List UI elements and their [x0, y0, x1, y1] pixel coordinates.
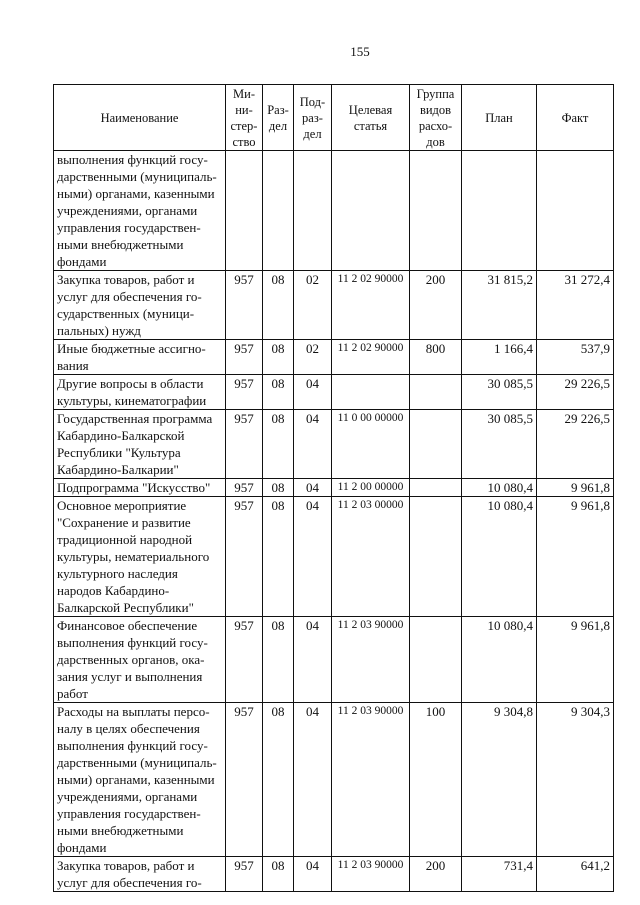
row-name-cell: Основное мероприятие "Сохранение и развитие традиционной народной культуры, нематериального культурного наследия народов Кабардино-Балкарской Республики"	[54, 497, 226, 617]
row-plan-cell: 10 080,4	[462, 617, 537, 703]
header-subsection: Под- раз- дел	[294, 85, 332, 151]
row-subsection-cell: 04	[294, 857, 332, 892]
table-row	[54, 617, 614, 703]
row-subsection-cell: 02	[294, 340, 332, 375]
row-target-article-cell: 11 2 03 90000	[332, 703, 410, 857]
header-fact: Факт	[537, 85, 614, 151]
row-name-cell: Подпрограмма "Искусство"	[54, 479, 226, 497]
row-target-article-cell: 11 2 02 90000	[332, 340, 410, 375]
row-subsection-cell: 02	[294, 271, 332, 340]
header-ministry: Ми- ни- стер- ство	[226, 85, 263, 151]
header-plan: План	[462, 85, 537, 151]
row-expense-group-cell: 800	[410, 340, 462, 375]
row-target-article-cell	[332, 375, 410, 410]
row-plan-cell: 731,4	[462, 857, 537, 892]
row-plan-cell: 10 080,4	[462, 497, 537, 617]
row-expense-group-cell	[410, 479, 462, 497]
table-row	[54, 479, 614, 497]
row-target-article-cell: 11 2 03 00000	[332, 497, 410, 617]
row-target-article-cell: 11 0 00 00000	[332, 410, 410, 479]
table-row	[54, 271, 614, 340]
row-ministry-cell: 957	[226, 410, 263, 479]
row-fact-cell: 9 961,8	[537, 497, 614, 617]
row-ministry-cell: 957	[226, 617, 263, 703]
row-name-cell: Закупка товаров, работ и услуг для обеспечения го-	[54, 857, 226, 892]
row-section-cell: 08	[263, 271, 294, 340]
row-plan-cell: 9 304,8	[462, 703, 537, 857]
row-plan-cell	[462, 151, 537, 271]
table-row	[54, 151, 614, 271]
row-subsection-cell: 04	[294, 479, 332, 497]
row-section-cell	[263, 151, 294, 271]
row-ministry-cell: 957	[226, 340, 263, 375]
row-ministry-cell: 957	[226, 479, 263, 497]
budget-table	[53, 84, 614, 892]
row-name-cell: Государственная программа Кабардино-Балкарской Республики "Культура Кабардино-Балкарии"	[54, 410, 226, 479]
row-subsection-cell: 04	[294, 497, 332, 617]
row-ministry-cell: 957	[226, 497, 263, 617]
page-number: 155	[350, 44, 370, 59]
table-row	[54, 857, 614, 892]
row-fact-cell: 29 226,5	[537, 375, 614, 410]
row-expense-group-cell: 200	[410, 857, 462, 892]
row-subsection-cell: 04	[294, 375, 332, 410]
row-plan-cell: 1 166,4	[462, 340, 537, 375]
row-section-cell: 08	[263, 617, 294, 703]
row-target-article-cell: 11 2 03 90000	[332, 617, 410, 703]
row-ministry-cell	[226, 151, 263, 271]
table-row	[54, 703, 614, 857]
row-section-cell: 08	[263, 703, 294, 857]
row-ministry-cell: 957	[226, 271, 263, 340]
row-name-cell: Закупка товаров, работ и услуг для обеспечения го-сударственных (муници-пальных) нужд	[54, 271, 226, 340]
row-plan-cell: 30 085,5	[462, 410, 537, 479]
row-expense-group-cell: 100	[410, 703, 462, 857]
row-name-cell: Иные бюджетные ассигно-вания	[54, 340, 226, 375]
header-target-article: Целевая статья	[332, 85, 410, 151]
table-row	[54, 375, 614, 410]
row-target-article-cell: 11 2 02 90000	[332, 271, 410, 340]
row-expense-group-cell: 200	[410, 271, 462, 340]
row-expense-group-cell	[410, 151, 462, 271]
row-name-cell: Другие вопросы в области культуры, кинематографии	[54, 375, 226, 410]
row-ministry-cell: 957	[226, 857, 263, 892]
row-target-article-cell: 11 2 00 00000	[332, 479, 410, 497]
row-section-cell: 08	[263, 479, 294, 497]
row-section-cell: 08	[263, 857, 294, 892]
table-row	[54, 497, 614, 617]
row-fact-cell: 31 272,4	[537, 271, 614, 340]
header-name: Наименование	[54, 85, 226, 151]
row-expense-group-cell	[410, 617, 462, 703]
row-expense-group-cell	[410, 497, 462, 617]
row-subsection-cell	[294, 151, 332, 271]
row-section-cell: 08	[263, 340, 294, 375]
row-subsection-cell: 04	[294, 703, 332, 857]
row-fact-cell: 29 226,5	[537, 410, 614, 479]
row-name-cell: Расходы на выплаты персо-налу в целях обеспечения выполнения функций госу-дарственными (муниципаль-ными) органами, казенными учреждениями, органами управления государствен-ными внебюджетными фондами	[54, 703, 226, 857]
row-target-article-cell	[332, 151, 410, 271]
table-row	[54, 410, 614, 479]
row-name-cell: выполнения функций госу-дарственными (муниципаль-ными) органами, казенными учреждениями, органами управления государствен-ными внебюджетными фондами	[54, 151, 226, 271]
row-expense-group-cell	[410, 410, 462, 479]
row-fact-cell	[537, 151, 614, 271]
table-body	[54, 151, 614, 892]
row-fact-cell: 9 961,8	[537, 479, 614, 497]
row-fact-cell: 9 961,8	[537, 617, 614, 703]
row-section-cell: 08	[263, 375, 294, 410]
row-name-cell: Финансовое обеспечение выполнения функций госу-дарственных органов, ока-зания услуг и выполнения работ	[54, 617, 226, 703]
row-fact-cell: 537,9	[537, 340, 614, 375]
row-target-article-cell: 11 2 03 90000	[332, 857, 410, 892]
row-subsection-cell: 04	[294, 617, 332, 703]
row-plan-cell: 10 080,4	[462, 479, 537, 497]
header-section: Раз- дел	[263, 85, 294, 151]
header-expense-group: Группа видов расхо- дов	[410, 85, 462, 151]
table-row	[54, 340, 614, 375]
row-section-cell: 08	[263, 497, 294, 617]
row-ministry-cell: 957	[226, 375, 263, 410]
row-ministry-cell: 957	[226, 703, 263, 857]
row-section-cell: 08	[263, 410, 294, 479]
row-fact-cell: 9 304,3	[537, 703, 614, 857]
row-plan-cell: 30 085,5	[462, 375, 537, 410]
row-plan-cell: 31 815,2	[462, 271, 537, 340]
row-fact-cell: 641,2	[537, 857, 614, 892]
header-row	[54, 85, 614, 151]
row-expense-group-cell	[410, 375, 462, 410]
row-subsection-cell: 04	[294, 410, 332, 479]
